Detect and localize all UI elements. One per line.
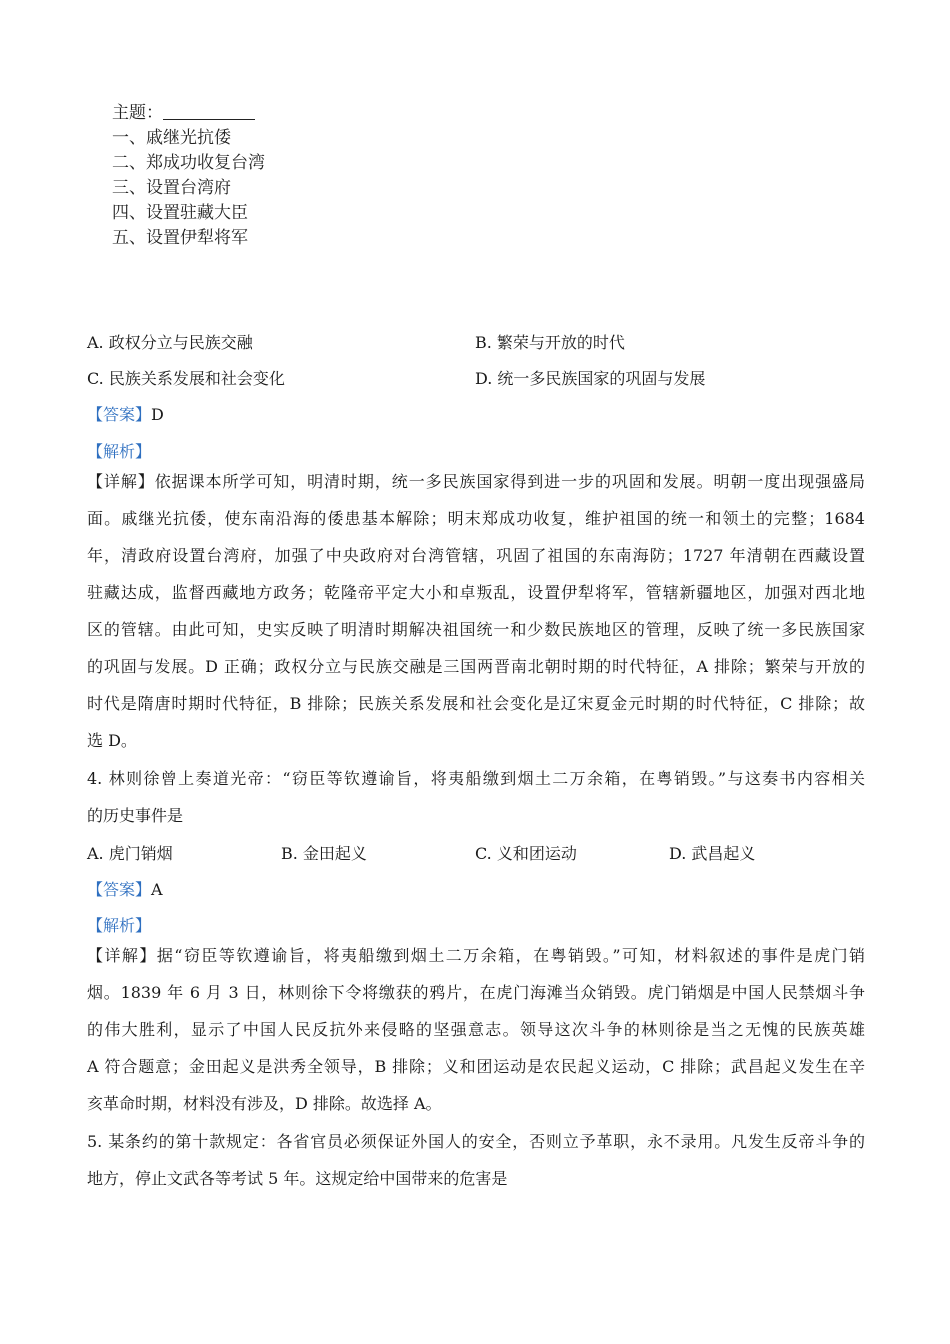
q3-option-a: A. 政权分立与民族交融: [87, 333, 253, 352]
theme-item: 二、郑成功收复台湾: [112, 153, 265, 173]
detail-line: 烟。1839 年 6 月 3 日，林则徐下令将缴获的鸦片，在虎门海滩当众销毁。虎门销烟是中国人民禁烟斗争: [87, 983, 865, 1002]
detail-line: 驻藏达成，监督西藏地方政务；乾隆帝平定大小和卓叛乱，设置伊犁将军，管辖新疆地区，加强对西北地: [87, 583, 865, 602]
theme-item: 三、设置台湾府: [112, 178, 231, 198]
detail-label: 【详解】: [87, 946, 157, 965]
detail-line: 区的管辖。由此可知，史实反映了明清时期解决祖国统一和少数民族地区的管理，反映了统一多民族国家: [87, 620, 865, 639]
answer-label: 【答案】: [87, 405, 152, 424]
detail-line: 年，清政府设置台湾府，加强了中央政府对台湾管辖，巩固了祖国的东南海防；1727 年清朝在西藏设置: [87, 546, 865, 565]
detail-line: 【详解】依据课本所学可知，明清时期，统一多民族国家得到进一步的巩固和发展。明朝一度出现强盛局: [87, 472, 865, 491]
stem-line: 5. 某条约的第十款规定：各省官员必须保证外国人的安全，否则立予革职，永不录用。凡发生反帝斗争的: [87, 1132, 865, 1151]
q3-option-c: C. 民族关系发展和社会变化: [87, 369, 285, 388]
detail-line: 时代是隋唐时期时代特征，B 排除；民族关系发展和社会变化是辽宋夏金元时期的时代特征，C 排除；故: [87, 694, 865, 713]
detail-line: 【详解】据“窃臣等钦遵谕旨，将夷船缴到烟土二万余箱，在粤销毁。”可知，材料叙述的事件是虎门销: [87, 946, 865, 965]
q5-stem: [87, 1123, 865, 1197]
theme-blank: [163, 102, 255, 120]
stem-line: 4. 林则徐曾上奏道光帝：“窃臣等钦遵谕旨，将夷船缴到烟土二万余箱，在粤销毁。”与这奏书内容相关: [87, 769, 865, 788]
detail-line: 亥革命时期，材料没有涉及，D 排除。故选择 A。: [87, 1094, 442, 1113]
q4-detail: [87, 937, 865, 1122]
theme-item: 五、设置伊犁将军: [112, 228, 248, 248]
theme-label: 主题：: [112, 103, 163, 123]
q3-option-b: B. 繁荣与开放的时代: [475, 333, 625, 352]
q4-option-d: D. 武昌起义: [669, 844, 756, 863]
q3-option-d: D. 统一多民族国家的巩固与发展: [475, 369, 706, 388]
theme-label-row: [112, 101, 265, 126]
answer-value: D: [151, 405, 164, 424]
stem-line: 地方，停止文武各等考试 5 年。这规定给中国带来的危害是: [87, 1169, 508, 1188]
answer-label: 【答案】: [87, 880, 152, 899]
answer-value: A: [151, 880, 163, 899]
q4-option-b: B. 金田起义: [281, 844, 367, 863]
q4-answer: [87, 877, 163, 900]
theme-block: [112, 101, 265, 251]
q4-option-c: C. 义和团运动: [475, 844, 577, 863]
theme-item: 一、戚继光抗倭: [112, 128, 231, 148]
q3-answer: [87, 402, 164, 425]
q4-analysis-label: 【解析】: [87, 916, 152, 935]
q3-analysis-label: 【解析】: [87, 442, 152, 461]
detail-line: 面。戚继光抗倭，使东南沿海的倭患基本解除；明末郑成功收复，维护祖国的统一和领土的完整；1684: [87, 509, 865, 528]
detail-label: 【详解】: [87, 472, 155, 491]
stem-line: 的历史事件是: [87, 806, 184, 825]
q4-option-a: A. 虎门销烟: [87, 844, 173, 863]
theme-item: 四、设置驻藏大臣: [112, 203, 248, 223]
detail-line: 选 D。: [87, 731, 137, 750]
detail-line: 的伟大胜利，显示了中国人民反抗外来侵略的坚强意志。领导这次斗争的林则徐是当之无愧的民族英雄: [87, 1020, 865, 1039]
detail-line: 的巩固与发展。D 正确；政权分立与民族交融是三国两晋南北朝时期的时代特征，A 排除；繁荣与开放的: [87, 657, 865, 676]
q3-detail: [87, 463, 865, 759]
detail-line: A 符合题意；金田起义是洪秀全领导，B 排除；义和团运动是农民起义运动，C 排除；武昌起义发生在辛: [87, 1057, 865, 1076]
q4-stem: [87, 760, 865, 834]
